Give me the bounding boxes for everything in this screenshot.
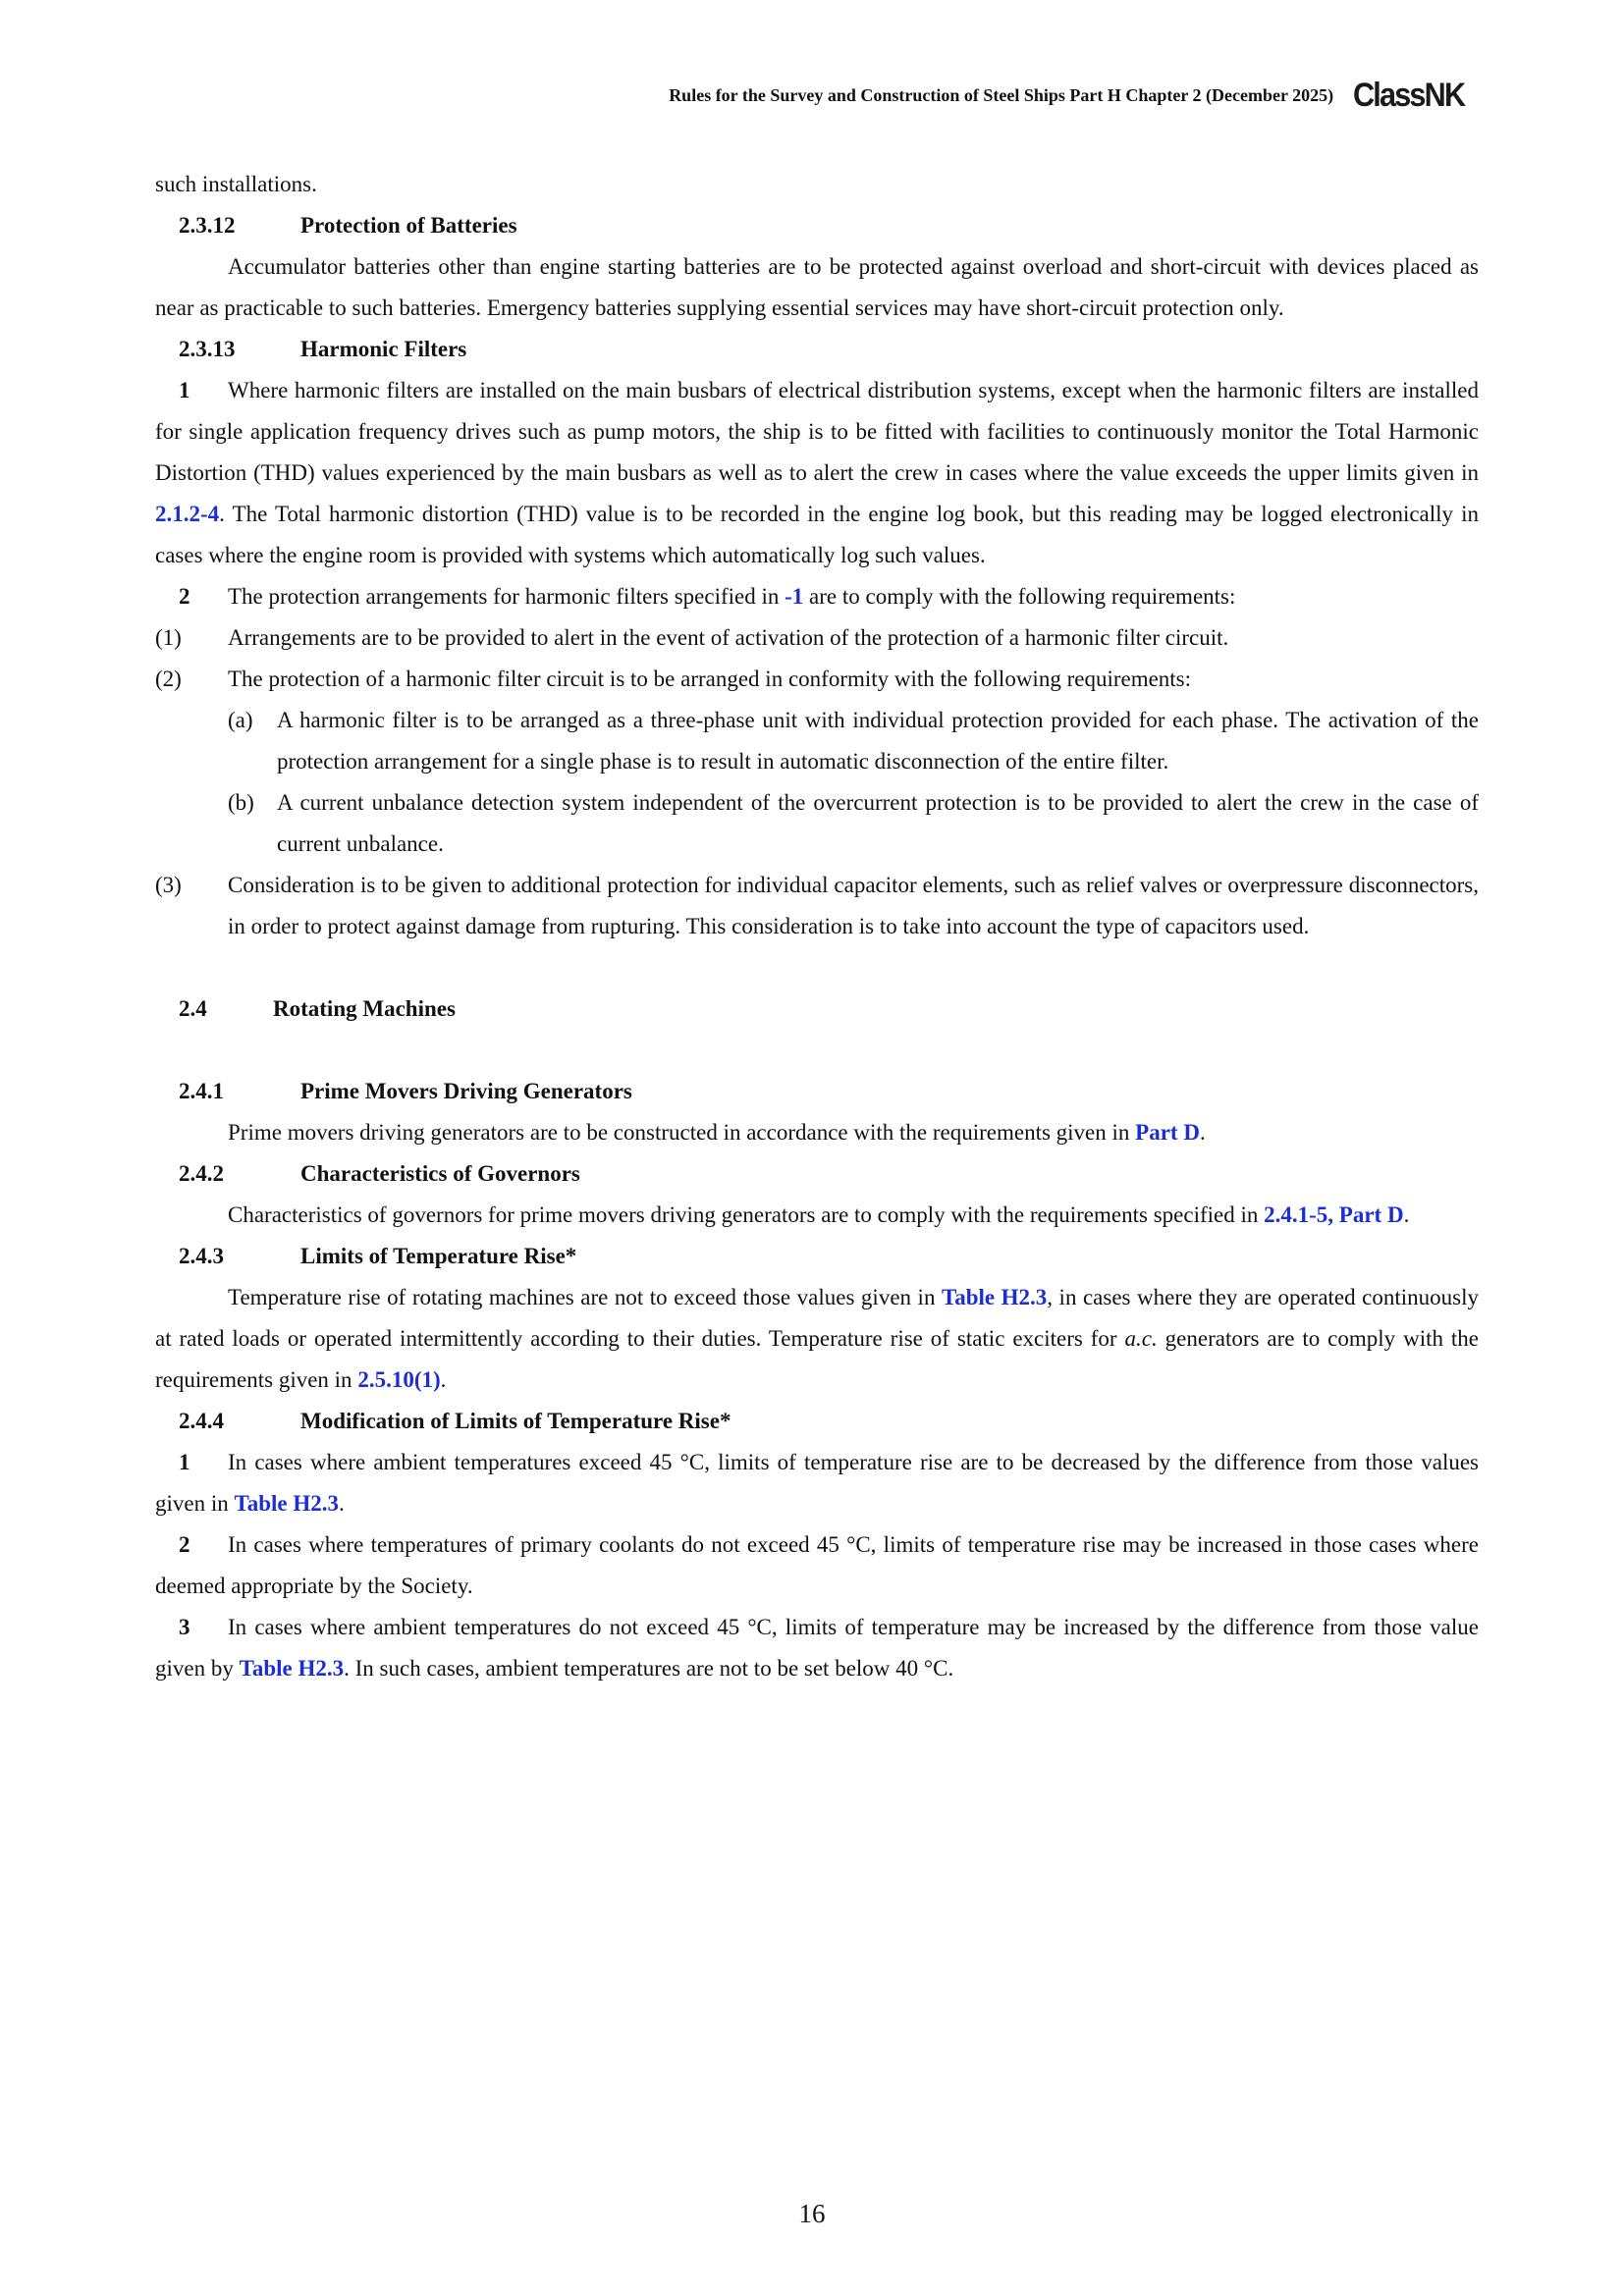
item-number: (2) — [155, 667, 182, 691]
paragraph-number: 1 — [179, 378, 190, 402]
classnk-logo: ClassNK — [1353, 77, 1465, 114]
list-item: (2) The protection of a harmonic filter circuit is to be arranged in conformity with the following requirements: — [155, 659, 1479, 700]
reference-link[interactable]: Part D — [1135, 1120, 1200, 1145]
reference-link[interactable]: Table H2.3 — [941, 1285, 1048, 1309]
section-heading-2-4-1 — [155, 1071, 1479, 1112]
paragraph-1: 1 Where harmonic filters are installed on the main busbars of electrical distribution systems, except when the harmonic filters are installed for single application frequency drives such as pump motors, the ship is to be fitted with facilities to continuously monitor the Total Harmonic Distortion (THD) values experienced by the main busbars as well as to alert the crew in cases where the value exceeds the upper limits given in 2.1.2-4. The Total harmonic distortion (THD) value is to be recorded in the engine log book, but this reading may be logged electronically in cases where the engine room is provided with systems which automatically log such values. — [155, 370, 1479, 576]
section-heading-2-4-4 — [155, 1401, 1479, 1442]
reference-link[interactable]: 2.1.2-4 — [155, 502, 220, 526]
reference-link[interactable]: 2.4.1-5, Part D — [1264, 1202, 1404, 1227]
paragraph-2: 2 In cases where temperatures of primary coolants do not exceed 45 °C, limits of temperature rise may be increased in those cases where deemed appropriate by the Society. — [155, 1524, 1479, 1607]
sub-list-item: (b) A current unbalance detection system independent of the overcurrent protection is to be provided to alert the crew in the case of current unbalance. — [228, 782, 1479, 865]
section-title: Limits of Temperature Rise* — [300, 1244, 577, 1268]
reference-link[interactable]: Table H2.3 — [239, 1656, 345, 1681]
reference-link[interactable]: Table H2.3 — [234, 1491, 340, 1516]
section-heading-2-3-13 — [155, 329, 1479, 370]
reference-link[interactable]: 2.5.10(1) — [357, 1367, 441, 1392]
paragraph-1: 1 In cases where ambient temperatures exceed 45 °C, limits of temperature rise are to be decreased by the difference from those values given in Table H2.3. — [155, 1442, 1479, 1524]
section-2-4-1-text: Prime movers driving generators are to be constructed in accordance with the requirements given in Part D. — [228, 1120, 1206, 1145]
item-number: (3) — [155, 873, 182, 897]
section-heading-2-4-2 — [155, 1153, 1479, 1195]
section-number: 2.4 — [179, 996, 207, 1021]
header-title: Rules for the Survey and Construction of Steel Ships Part H Chapter 2 (December 2025) — [669, 85, 1334, 105]
section-title: Characteristics of Governors — [300, 1161, 580, 1186]
document-body — [155, 164, 1479, 1689]
section-title: Rotating Machines — [273, 996, 456, 1021]
paragraph-number: 2 — [179, 584, 190, 609]
item-letter: (b) — [228, 790, 254, 815]
list-item: (3) Consideration is to be given to additional protection for individual capacitor elements, such as relief valves or overpressure disconnectors, in order to protect against damage from rupturing. This consideration is to take into account the type of capacitors used. — [155, 865, 1479, 947]
page-number: 16 — [798, 2199, 826, 2228]
list-item: (1) Arrangements are to be provided to alert in the event of activation of the protection of a harmonic filter circuit. — [155, 617, 1479, 659]
paragraph-2: 2 The protection arrangements for harmonic filters specified in -1 are to comply with the following requirements: — [155, 576, 1479, 617]
section-heading-2-3-12 — [155, 205, 1479, 246]
section-number: 2.4.1 — [179, 1079, 224, 1103]
section-number: 2.4.3 — [179, 1244, 224, 1268]
item-letter: (a) — [228, 708, 253, 732]
sub-list-item: (a) A harmonic filter is to be arranged as a three-phase unit with individual protection provided for each phase. The activation of the protection arrangement for a single phase is to result in automatic disconnection of the entire filter. — [228, 700, 1479, 782]
section-number: 2.4.4 — [179, 1409, 224, 1433]
paragraph-3: 3 In cases where ambient temperatures do not exceed 45 °C, limits of temperature may be increased by the difference from those value given by Table H2.3. In such cases, ambient temperatures are not to be set below 40 °C. — [155, 1607, 1479, 1689]
section-number: 2.3.13 — [179, 337, 236, 361]
section-2-3-12-text: Accumulator batteries other than engine starting batteries are to be protected against overload and short-circuit with devices placed as near as practicable to such batteries. Emergency batteries supplying essential services may have short-circuit protection only. — [155, 254, 1479, 320]
paragraph-number: 3 — [179, 1615, 190, 1639]
section-2-4-2-text: Characteristics of governors for prime movers driving generators are to comply with the requirements specified in 2.4.1-5, Part D. — [228, 1202, 1410, 1227]
section-2-4-3-text: Temperature rise of rotating machines are not to exceed those values given in Table H2.3, in cases where they are operated continuously at rated loads or operated intermittently according to their duties. Temperature rise of static exciters for a.c. generators are to comply with the requirements given in 2.5.10(1). — [155, 1285, 1480, 1392]
section-title: Protection of Batteries — [300, 213, 517, 238]
intro-text: such installations. — [155, 172, 317, 196]
section-title: Harmonic Filters — [300, 337, 467, 361]
paragraph-number: 1 — [179, 1450, 190, 1474]
section-title: Prime Movers Driving Generators — [300, 1079, 632, 1103]
section-number: 2.3.12 — [179, 213, 236, 238]
section-heading-2-4-3 — [155, 1236, 1479, 1277]
reference-link[interactable]: -1 — [785, 584, 804, 609]
item-number: (1) — [155, 625, 182, 650]
page-header — [669, 77, 1477, 115]
paragraph-number: 2 — [179, 1532, 190, 1557]
section-title: Modification of Limits of Temperature Rise* — [300, 1409, 731, 1433]
section-number: 2.4.2 — [179, 1161, 224, 1186]
section-heading-2-4 — [155, 988, 1479, 1030]
